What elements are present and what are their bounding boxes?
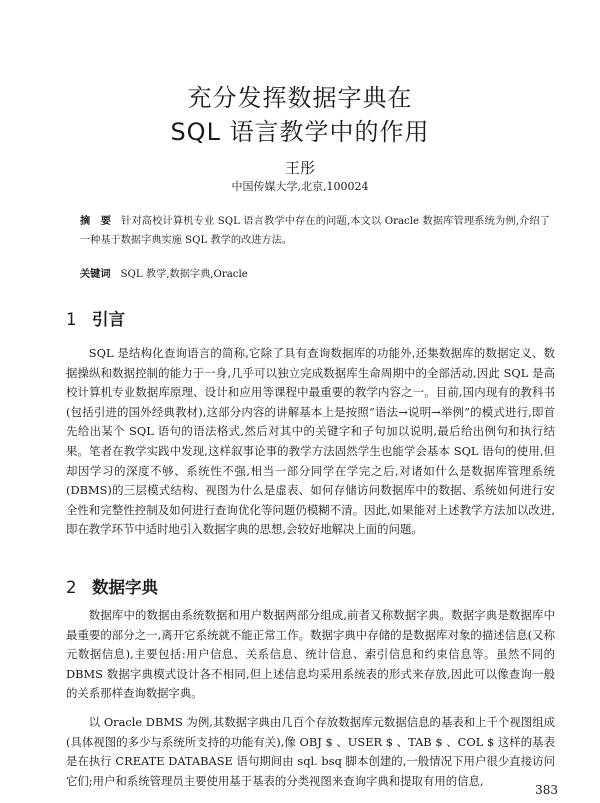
abstract xyxy=(80,212,550,250)
section-title: 引言 xyxy=(92,310,125,329)
section-number: 2 xyxy=(66,578,77,597)
intro-paragraph: SQL 是结构化查询语言的简称,它除了具有查询数据库的功能外,还集数据库的数据定义、数据操纵和数据控制的能力于一身,几乎可以独立完成数据库生命周期中的全部活动,因此 SQL 是高校计算机专业数据库原理、设计和应用等课程中最重要的教学内容之一。目前,国内现有的教科书(包括引进的国外经典教材),这部分内容的讲解基本上是按照“语法→说明→举例”的模式进行,即首先给出某个 SQL 语句的语法格式,然后对其中的关键字和子句加以说明,最后给出例句和执行结果。笔者在教学实践中发现,这样叙事论事的教学方法固然学生也能学会基本 SQL 语句的使用,但却因学习的深度不够、系统性不强,相当一部分同学在学完之后,对诸如什么是数据库管理系统(DBMS)的三层模式结构、视图为什么是虚表、如何存储访问数据库中的数据、系统如何进行安全性和完整性控制及如何进行查询优化等问题仍模糊不清。因此,如果能对上述教学方法加以改进,即在教学环节中适时地引入数据字典的思想,会较好地解决上面的问题。 xyxy=(66,346,555,537)
abstract-label: 摘 要 xyxy=(80,216,112,227)
page-number: 383 xyxy=(535,783,558,797)
author-name: 王彤 xyxy=(284,159,315,177)
keywords xyxy=(80,265,550,280)
data-dictionary-paragraph-2: 以 Oracle DBMS 为例,其数据字典由几百个存放数据库元数据信息的基表和上千个视图组成(具体视图的多少与系统所支持的功能有关),像 OBJ $ 、USER $ 、TAB $ 、COL $ 这样的基表是在执行 CREATE DATABASE 语句期间由 sql. bsq 脚本创建的,一般情况下用户很少直接访问它们;用户和系统管理员主要使用基于基表的分类视图来查询字典和提取有用的信息, xyxy=(66,715,555,788)
section-heading-intro xyxy=(66,306,125,330)
section-number: 1 xyxy=(66,310,77,329)
keywords-label: 关键词 xyxy=(80,269,111,280)
author-affiliation: 中国传媒大学,北京,100024 xyxy=(231,180,369,193)
paper-title-line-1: 充分发挥数据字典在 xyxy=(187,84,413,112)
abstract-text: 针对高校计算机专业 SQL 语言教学中存在的问题,本文以 Oracle 数据库管理系统为例,介绍了一种基于数据字典实施 SQL 教学的改进方法。 xyxy=(80,216,551,246)
keywords-text: SQL 教学,数据字典,Oracle xyxy=(120,269,248,280)
paper-title-line-2: SQL 语言教学中的作用 xyxy=(170,118,430,146)
section-title: 数据字典 xyxy=(92,578,158,597)
data-dictionary-paragraph-1: 数据库中的数据由系统数据和用户数据两部分组成,前者又称数据字典。数据字典是数据库中最重要的部分之一,离开它系统就不能正常工作。数据字典中存储的是数据库对象的描述信息(又称元数据信息),主要包括:用户信息、关系信息、统计信息、索引信息和约束信息等。虽然不同的 DBMS 数据字典模式设计各不相同,但上述信息均采用系统表的形式来存放,因此可以像查询一般的关系那样查询数据字典。 xyxy=(66,608,555,701)
section-heading-data-dictionary xyxy=(66,574,158,598)
